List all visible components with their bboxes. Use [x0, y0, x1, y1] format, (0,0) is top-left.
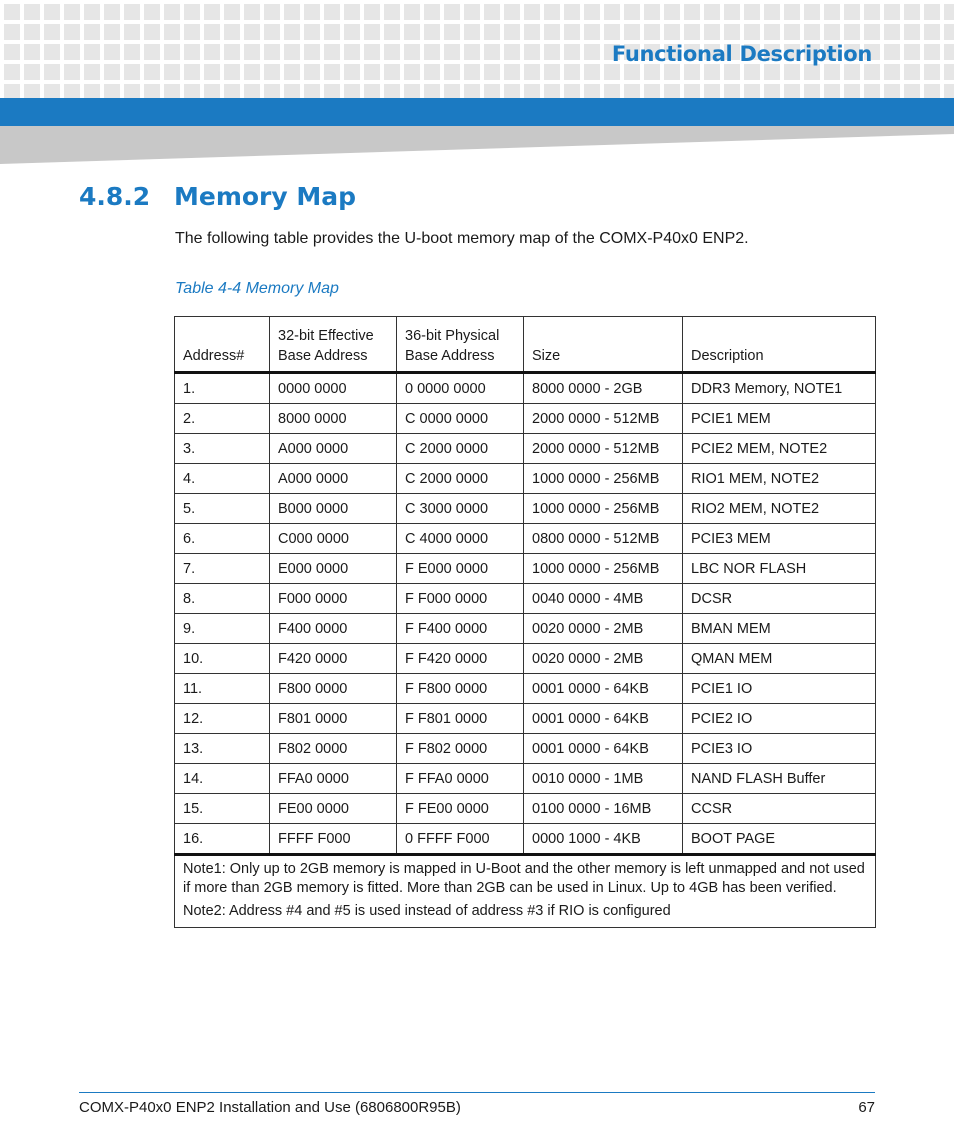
table-cell: 1000 0000 - 256MB: [524, 494, 683, 524]
table-cell: E000 0000: [270, 554, 397, 584]
table-body: [175, 373, 876, 855]
table-cell: 0000 0000: [270, 373, 397, 404]
table-cell: F FE00 0000: [397, 794, 524, 824]
column-header: Address#: [175, 317, 270, 373]
table-row: [175, 464, 876, 494]
table-cell: F F801 0000: [397, 704, 524, 734]
table-cell: F E000 0000: [397, 554, 524, 584]
table-row: [175, 704, 876, 734]
table-cell: F F000 0000: [397, 584, 524, 614]
column-header: Description: [683, 317, 876, 373]
table-cell: CCSR: [683, 794, 876, 824]
table-row: [175, 824, 876, 855]
table-cell: 0010 0000 - 1MB: [524, 764, 683, 794]
table-cell: PCIE1 IO: [683, 674, 876, 704]
table-cell: 2.: [175, 404, 270, 434]
table-cell: PCIE3 IO: [683, 734, 876, 764]
table-row: [175, 554, 876, 584]
table-cell: PCIE3 MEM: [683, 524, 876, 554]
table-cell: C 2000 0000: [397, 434, 524, 464]
table-cell: BOOT PAGE: [683, 824, 876, 855]
table-cell: 4.: [175, 464, 270, 494]
table-row: [175, 524, 876, 554]
table-cell: 0001 0000 - 64KB: [524, 674, 683, 704]
table-cell: 0020 0000 - 2MB: [524, 644, 683, 674]
note-2: Note2: Address #4 and #5 is used instead of address #3 if RIO is configured: [183, 903, 671, 919]
table-cell: 1000 0000 - 256MB: [524, 554, 683, 584]
table-row: [175, 434, 876, 464]
table-cell: 0000 1000 - 4KB: [524, 824, 683, 855]
table-row: [175, 644, 876, 674]
table-cell: FFA0 0000: [270, 764, 397, 794]
table-caption: Table 4-4 Memory Map: [175, 280, 339, 297]
table-cell: 9.: [175, 614, 270, 644]
table-row: [175, 734, 876, 764]
table-cell: RIO1 MEM, NOTE2: [683, 464, 876, 494]
table-cell: 10.: [175, 644, 270, 674]
page-number: 67: [858, 1099, 875, 1116]
section-title: Memory Map: [174, 182, 357, 211]
table-cell: FE00 0000: [270, 794, 397, 824]
table-cell: 0 0000 0000: [397, 373, 524, 404]
table-cell: 15.: [175, 794, 270, 824]
table-cell: 7.: [175, 554, 270, 584]
table-cell: 2000 0000 - 512MB: [524, 434, 683, 464]
table-cell: A000 0000: [270, 434, 397, 464]
table-cell: PCIE2 MEM, NOTE2: [683, 434, 876, 464]
table-cell: 2000 0000 - 512MB: [524, 404, 683, 434]
table-cell: 0100 0000 - 16MB: [524, 794, 683, 824]
section-number: 4.8.2: [79, 182, 151, 211]
running-header-title: Functional Description: [611, 42, 872, 66]
table-cell: F F400 0000: [397, 614, 524, 644]
table-cell: 1.: [175, 373, 270, 404]
intro-paragraph: The following table provides the U-boot memory map of the COMX-P40x0 ENP2.: [175, 230, 749, 247]
table-cell: A000 0000: [270, 464, 397, 494]
table-row: [175, 674, 876, 704]
table-cell: F F420 0000: [397, 644, 524, 674]
table-row: [175, 404, 876, 434]
table-cell: 8.: [175, 584, 270, 614]
table-cell: 12.: [175, 704, 270, 734]
table-row: [175, 764, 876, 794]
footer-document-title: COMX-P40x0 ENP2 Installation and Use (6806800R95B): [79, 1099, 461, 1116]
table-cell: 0001 0000 - 64KB: [524, 704, 683, 734]
table-notes: [175, 855, 876, 928]
table-cell: C 0000 0000: [397, 404, 524, 434]
table-cell: RIO2 MEM, NOTE2: [683, 494, 876, 524]
table-cell: 0040 0000 - 4MB: [524, 584, 683, 614]
memory-map-table: [174, 316, 876, 928]
table-cell: PCIE1 MEM: [683, 404, 876, 434]
table-cell: 5.: [175, 494, 270, 524]
table-cell: 6.: [175, 524, 270, 554]
table-cell: F F800 0000: [397, 674, 524, 704]
table-cell: 14.: [175, 764, 270, 794]
table-cell: C 3000 0000: [397, 494, 524, 524]
footer-rule: [79, 1092, 875, 1093]
column-header: 36-bit Physical Base Address: [397, 317, 524, 373]
table-cell: DDR3 Memory, NOTE1: [683, 373, 876, 404]
table-cell: C 2000 0000: [397, 464, 524, 494]
table-header-row: [175, 317, 876, 373]
table-row: [175, 614, 876, 644]
table-cell: 0001 0000 - 64KB: [524, 734, 683, 764]
table-cell: F801 0000: [270, 704, 397, 734]
table-notes-row: [175, 855, 876, 928]
table-cell: PCIE2 IO: [683, 704, 876, 734]
header-blue-band: [0, 98, 954, 126]
column-header: Size: [524, 317, 683, 373]
note-1: Note1: Only up to 2GB memory is mapped in U-Boot and the other memory is left unmapped and not used if more than 2GB memory is fitted. More than 2GB can be used in Linux. Up to 4GB has been verified.: [183, 861, 865, 896]
table-cell: 11.: [175, 674, 270, 704]
table-cell: QMAN MEM: [683, 644, 876, 674]
table-cell: F F802 0000: [397, 734, 524, 764]
table-cell: NAND FLASH Buffer: [683, 764, 876, 794]
table-cell: 0 FFFF F000: [397, 824, 524, 855]
table-cell: 8000 0000 - 2GB: [524, 373, 683, 404]
table-cell: LBC NOR FLASH: [683, 554, 876, 584]
table-cell: 16.: [175, 824, 270, 855]
table-row: [175, 584, 876, 614]
table-cell: 0020 0000 - 2MB: [524, 614, 683, 644]
column-header: 32-bit Effective Base Address: [270, 317, 397, 373]
table-cell: BMAN MEM: [683, 614, 876, 644]
header-gray-wedge: [0, 126, 954, 164]
table-cell: F420 0000: [270, 644, 397, 674]
table-cell: 8000 0000: [270, 404, 397, 434]
table-cell: F400 0000: [270, 614, 397, 644]
table-cell: 1000 0000 - 256MB: [524, 464, 683, 494]
table-cell: FFFF F000: [270, 824, 397, 855]
table-cell: DCSR: [683, 584, 876, 614]
table-cell: C000 0000: [270, 524, 397, 554]
table-row: [175, 373, 876, 404]
table-row: [175, 494, 876, 524]
table-cell: C 4000 0000: [397, 524, 524, 554]
table-row: [175, 794, 876, 824]
table-cell: F802 0000: [270, 734, 397, 764]
table-cell: F FFA0 0000: [397, 764, 524, 794]
table-cell: B000 0000: [270, 494, 397, 524]
table-cell: F800 0000: [270, 674, 397, 704]
table-cell: 0800 0000 - 512MB: [524, 524, 683, 554]
table-cell: 3.: [175, 434, 270, 464]
table-cell: F000 0000: [270, 584, 397, 614]
table-cell: 13.: [175, 734, 270, 764]
